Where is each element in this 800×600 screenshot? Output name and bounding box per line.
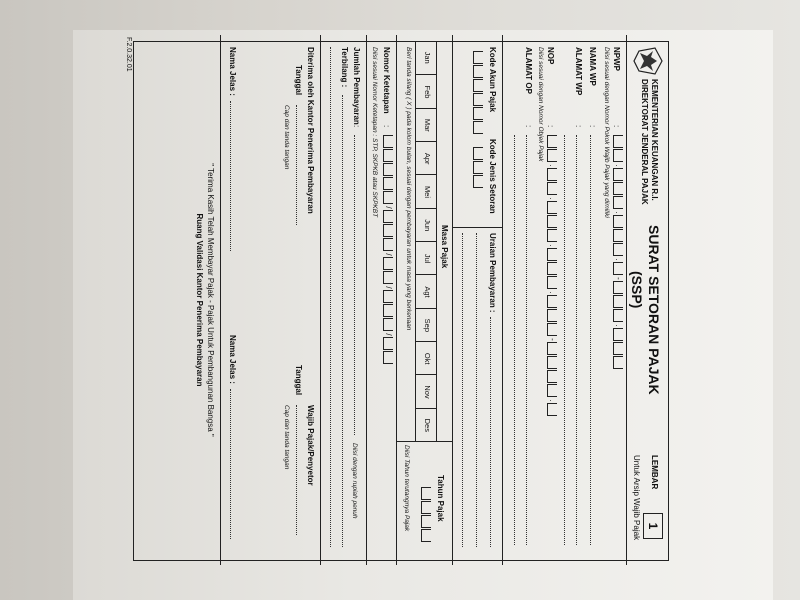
month-cell[interactable] <box>416 341 436 375</box>
penerima-title: Diterima oleh Kantor Penerima Pembayaran <box>306 47 315 214</box>
masa-pajak-label: Masa Pajak <box>440 225 449 269</box>
month-label: Apr <box>423 152 432 165</box>
jumlah-note: Diisi dengan rupiah penuh <box>351 443 358 519</box>
month-cell[interactable] <box>416 174 436 208</box>
npwp-note: Diisi sesuai dengan Nomor Pokok Wajib Pajak yang dimiliki <box>603 47 610 218</box>
terbilang-label: Terbilang : <box>340 47 349 88</box>
wajib-pajak-title: Wajib Pajak/Penyetor <box>306 405 315 486</box>
thanks-message: " Terima Kasih Telah Membayar Pajak - Pajak Untuk Pembangunan Bangsa " <box>206 163 215 437</box>
nop-input[interactable]: . . . . - . <box>547 135 557 417</box>
alamat-op-field-2[interactable] <box>514 135 515 545</box>
nama-jelas-wajib-pajak-label: Nama Jelas : <box>228 335 237 384</box>
alamat-op-label: ALAMAT OP <box>524 47 533 94</box>
nomor-ketetapan-input[interactable]: / / / / <box>383 135 393 365</box>
jumlah-pembayaran-field[interactable] <box>354 135 355 435</box>
uraian-field-3[interactable] <box>462 233 463 547</box>
nomor-ketetapan-label: Nomor Ketetapan <box>382 47 391 114</box>
month-cell[interactable] <box>416 74 436 108</box>
ketetapan-note: Diisi sesuai Nomor Ketetapan : STP, SKPKB atau SKPKBT <box>371 47 378 218</box>
alamat-wp-field-2[interactable] <box>564 135 565 545</box>
month-grid <box>415 41 437 441</box>
month-label: Feb <box>423 85 432 99</box>
nama-wp-field[interactable] <box>590 135 591 545</box>
kode-akun-label: Kode Akun Pajak <box>488 47 497 113</box>
nama-wp-label: NAMA WP <box>588 47 597 86</box>
tahun-pajak-input[interactable] <box>421 487 431 543</box>
lembar-label: LEMBAR <box>650 455 659 490</box>
month-cell[interactable] <box>416 308 436 342</box>
npwp-input[interactable]: . . . - . <box>613 135 623 370</box>
form-code: F.2.0.32.01 <box>125 37 132 72</box>
month-label: Mar <box>423 118 432 132</box>
nop-label: NOP <box>546 47 555 65</box>
penerima-tanggal-label: Tanggal <box>294 65 303 96</box>
month-label: Jul <box>423 253 432 264</box>
month-cell[interactable] <box>416 241 436 275</box>
alamat-op-field[interactable] <box>526 135 527 545</box>
garuda-emblem-icon <box>633 47 663 75</box>
month-label: Okt <box>423 352 432 365</box>
nama-jelas-penerima-label: Nama Jelas : <box>228 47 237 96</box>
ministry-line-2: DIREKTORAT JENDERAL PAJAK <box>640 79 649 205</box>
penerima-tanggal-field[interactable] <box>296 105 297 225</box>
wajib-pajak-tanggal-label: Tanggal <box>294 365 303 396</box>
month-cell[interactable] <box>416 141 436 175</box>
month-label: Sep <box>423 318 432 332</box>
month-label: Agt <box>423 286 432 298</box>
nama-jelas-penerima-field[interactable] <box>230 101 231 251</box>
nop-note: Diisi sesuai dengan Nomor Objek Pajak <box>537 47 544 162</box>
penerima-cap: Cap dan tanda tangan <box>283 105 290 170</box>
lembar-note: Untuk Arsip Wajib Pajak <box>632 455 641 541</box>
tahun-pajak-label: Tahun Pajak <box>436 475 445 522</box>
jumlah-pembayaran-label: Jumlah Pembayaran <box>352 47 361 125</box>
month-label: Nov <box>423 385 432 399</box>
kode-jenis-input[interactable] <box>473 147 483 189</box>
terbilang-field-2[interactable] <box>330 47 331 547</box>
month-cell[interactable] <box>416 108 436 142</box>
wajib-pajak-cap: Cap dan tanda tangan <box>283 405 290 470</box>
month-label: Des <box>423 418 432 432</box>
uraian-field-2[interactable] <box>476 233 477 547</box>
alamat-wp-field[interactable] <box>576 135 577 545</box>
kode-akun-input[interactable] <box>473 51 483 135</box>
tahun-note: Diisi Tahun terutangnya Pajak <box>403 445 410 532</box>
month-cell[interactable] <box>416 408 436 442</box>
masa-note: Beri tanda silang ( X ) pada kolom bulan, sesuai dengan pembayaran untuk masa yang berkenaan <box>405 47 412 331</box>
form-title: SURAT SETORAN PAJAK <box>646 225 662 395</box>
npwp-label: NPWP <box>612 47 621 71</box>
uraian-field[interactable] <box>490 317 491 547</box>
month-cell[interactable] <box>416 274 436 308</box>
ministry-line-1: KEMENTERIAN KEUANGAN R.I. <box>650 79 659 201</box>
kode-jenis-label: Kode Jenis Setoran <box>488 139 497 214</box>
lembar-number-box: 1 <box>643 513 663 539</box>
month-label: Jan <box>423 51 432 64</box>
month-cell[interactable] <box>416 208 436 242</box>
month-cell[interactable] <box>416 374 436 408</box>
ssp-form: KEMENTERIAN KEUANGAN R.I. DIREKTORAT JENDERAL PAJAK SURAT SETORAN PAJAK (SSP) LEMBAR 1 Untuk Arsip Wajib Pajak NPWP : . . . - . Diisi sesuai dengan Nomor Pokok Wajib Pajak yang dimiliki NAMA WP : ALAMAT WP : NOP : . . . . - . Diisi sesuai dengan Nomor Objek Pajak ALAMAT OP : Kode Akun Pajak Kode Jenis Setoran Uraian Pembayaran : Masa Pajak Jan Feb Mar Apr Mei Jun Jul Agt Sep Okt Nov Des Tahun Pajak Beri tanda silang ( X ) pada kolom bulan, sesuai dengan pembayaran untuk masa yang berkenaan Diisi Tahun terutangnya Pajak Nomor Ketetapan : / / / / Diisi sesuai Nomor Ketetapan : STP, SKPKB atau SKPKBT Jumlah Pembayaran : Diisi dengan rupiah penuh Terbilang : Diterima oleh Kantor Penerima Pembayaran Tanggal Cap dan tanda tangan Wajib Pajak/Penyetor Tanggal Cap dan tanda tangan Nama Jelas : Nama Jelas : " Terima Kasih Telah Membayar Pajak - Pajak Untuk Pembangunan Bangsa " Ruang Validasi Kantor Penerima Pembayaran F.2.0.32.01 <box>93 35 707 565</box>
month-label: Jun <box>423 219 432 232</box>
nama-jelas-wajib-pajak-field[interactable] <box>230 389 231 539</box>
alamat-wp-label: ALAMAT WP <box>574 47 583 96</box>
uraian-label: Uraian Pembayaran : <box>488 233 497 313</box>
form-subtitle: (SSP) <box>629 271 645 309</box>
validation-area-title: Ruang Validasi Kantor Penerima Pembayaran <box>195 213 204 387</box>
terbilang-field[interactable] <box>342 95 343 547</box>
month-label: Mei <box>423 185 432 199</box>
month-cell[interactable] <box>416 41 436 74</box>
wajib-pajak-tanggal-field[interactable] <box>296 405 297 535</box>
